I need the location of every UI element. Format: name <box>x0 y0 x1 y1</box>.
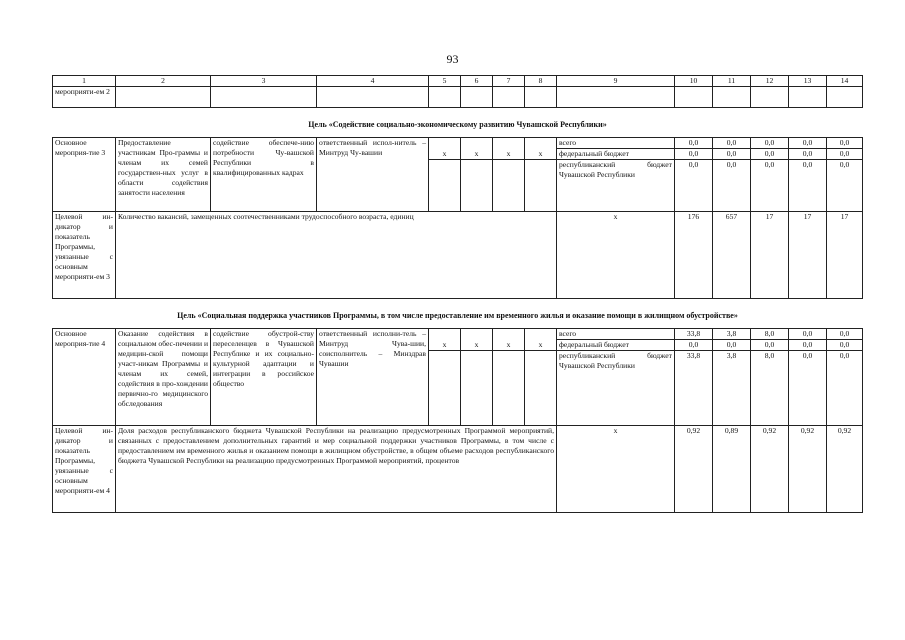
column-header: 9 <box>557 76 675 87</box>
column-header: 14 <box>827 76 863 87</box>
funding-value: 0,0 <box>751 160 789 212</box>
funding-value: 0,0 <box>751 138 789 149</box>
indicator-value: 17 <box>789 212 827 299</box>
goal-row <box>53 108 863 138</box>
indicator-value: 0,89 <box>713 426 751 513</box>
funding-value: 0,0 <box>827 138 863 149</box>
event-3-row <box>53 138 863 149</box>
goal-title: Цель «Содействие социально-экономическому развитию Чувашской Республики» <box>308 120 607 129</box>
funding-value: 0,0 <box>789 340 827 351</box>
funding-source: федеральный бюджет <box>557 340 675 351</box>
funding-value: 0,0 <box>751 149 789 160</box>
funding-value: 0,0 <box>675 160 713 212</box>
goal-title: Цель «Социальная поддержка участников Программы, в том числе предоставление им временного жилья и оказание помощи в жилищном обустройстве» <box>177 311 738 320</box>
column-header: 1 <box>53 76 116 87</box>
indicator-value: 17 <box>751 212 789 299</box>
funding-value: 0,0 <box>789 160 827 212</box>
carry-over-row <box>53 87 863 108</box>
funding-value: 0,0 <box>789 351 827 426</box>
indicator-4-text: Доля расходов республиканского бюджета Чувашской Республики на реализацию предусмотренных Программой мероприятий, связанных с предоставлением дополнительных гарантий и мер социальной поддержки участников Программы, в том числе с предоставлением им временного жилья и оказанием помощи в жилищном обустройстве, в общем объеме расходов республиканского бюджета Чувашской Республики на реализацию предусмотренных Программой мероприятий, процентов <box>116 426 557 513</box>
column-header: 2 <box>116 76 211 87</box>
event-3-executor: ответственный испол-нитель – Минтруд Чу-вашии <box>317 138 429 212</box>
funding-value: 0,0 <box>751 340 789 351</box>
indicator-value: 0,92 <box>827 426 863 513</box>
event-4-title: Основное мероприя-тие 4 <box>53 329 116 426</box>
funding-value: 0,0 <box>827 351 863 426</box>
funding-value: 8,0 <box>751 351 789 426</box>
x-mark: x <box>493 149 525 160</box>
column-header: 12 <box>751 76 789 87</box>
x-mark: x <box>525 149 557 160</box>
carry-over-label: мероприяти-ем 2 <box>53 87 116 108</box>
indicator-value: 0,92 <box>789 426 827 513</box>
funding-value: 0,0 <box>789 329 827 340</box>
program-table <box>52 75 863 513</box>
x-mark: x <box>557 212 675 299</box>
funding-value: 0,0 <box>713 340 751 351</box>
funding-value: 8,0 <box>751 329 789 340</box>
column-header: 7 <box>493 76 525 87</box>
funding-value: 0,0 <box>713 160 751 212</box>
column-header: 8 <box>525 76 557 87</box>
funding-value: 0,0 <box>789 138 827 149</box>
x-mark: x <box>461 149 493 160</box>
funding-value: 0,0 <box>713 149 751 160</box>
x-mark: x <box>461 340 493 351</box>
event-4-executor: ответственный исполни-тель – Минтруд Чува-шии, соисполнитель – Минздрав Чувашии <box>317 329 429 426</box>
funding-value: 0,0 <box>789 149 827 160</box>
funding-value: 33,8 <box>675 351 713 426</box>
column-header: 13 <box>789 76 827 87</box>
funding-source: всего <box>557 138 675 149</box>
x-mark: x <box>525 340 557 351</box>
funding-source: всего <box>557 329 675 340</box>
indicator-4-title: Целевой ин-дикатор и показатель Программы, увязанные с основным мероприяти-ем 4 <box>53 426 116 513</box>
funding-source: федеральный бюджет <box>557 149 675 160</box>
column-header: 10 <box>675 76 713 87</box>
indicator-value: 0,92 <box>751 426 789 513</box>
x-mark: x <box>429 149 461 160</box>
funding-value: 0,0 <box>827 340 863 351</box>
indicator-value: 176 <box>675 212 713 299</box>
indicator-value: 657 <box>713 212 751 299</box>
column-header-row <box>53 76 863 87</box>
goal-row <box>53 299 863 329</box>
column-header: 4 <box>317 76 429 87</box>
funding-value: 0,0 <box>827 329 863 340</box>
funding-value: 0,0 <box>713 138 751 149</box>
program-table-wrapper <box>52 75 862 513</box>
funding-value: 33,8 <box>675 329 713 340</box>
funding-value: 0,0 <box>675 149 713 160</box>
page-number: 93 <box>446 52 459 66</box>
funding-value: 0,0 <box>827 160 863 212</box>
funding-value: 0,0 <box>675 340 713 351</box>
event-3-goal: содействие обеспече-нию потребности Чу-вашской Республики в квалифицированных кадрах <box>211 138 317 212</box>
event-3-description: Предоставление участникам Про-граммы и членам их семей государствен-ных услуг в области содействия занятости населения <box>116 138 211 212</box>
indicator-3-title: Целевой ин-дикатор и показатель Программы, увязанные с основным мероприяти-ем 3 <box>53 212 116 299</box>
column-header: 11 <box>713 76 751 87</box>
indicator-4-row <box>53 426 863 513</box>
indicator-value: 0,92 <box>675 426 713 513</box>
event-4-goal: содействие обустрой-ству переселенцев в Чувашской Республике и их социально-культурной адаптации и интеграции в российское общество <box>211 329 317 426</box>
event-3-title: Основное мероприя-тие 3 <box>53 138 116 212</box>
event-4-description: Оказание содействия в социальном обес-печении и медицин-ской помощи участ-никам Программы и членам их семей, содействия в про-хождении первично-го медицинского обследования <box>116 329 211 426</box>
event-4-row <box>53 329 863 340</box>
indicator-value: 17 <box>827 212 863 299</box>
funding-value: 0,0 <box>675 138 713 149</box>
funding-value: 3,8 <box>713 329 751 340</box>
column-header: 3 <box>211 76 317 87</box>
funding-value: 3,8 <box>713 351 751 426</box>
x-mark: x <box>493 340 525 351</box>
funding-source: республиканский бюджет Чувашской Республики <box>557 160 675 212</box>
funding-source: республиканский бюджет Чувашской Республики <box>557 351 675 426</box>
indicator-3-row <box>53 212 863 299</box>
column-header: 6 <box>461 76 493 87</box>
column-header: 5 <box>429 76 461 87</box>
funding-value: 0,0 <box>827 149 863 160</box>
x-mark: x <box>429 340 461 351</box>
x-mark: x <box>557 426 675 513</box>
indicator-3-text: Количество вакансий, замещенных соотечественниками трудоспособного возраста, единиц <box>116 212 557 299</box>
